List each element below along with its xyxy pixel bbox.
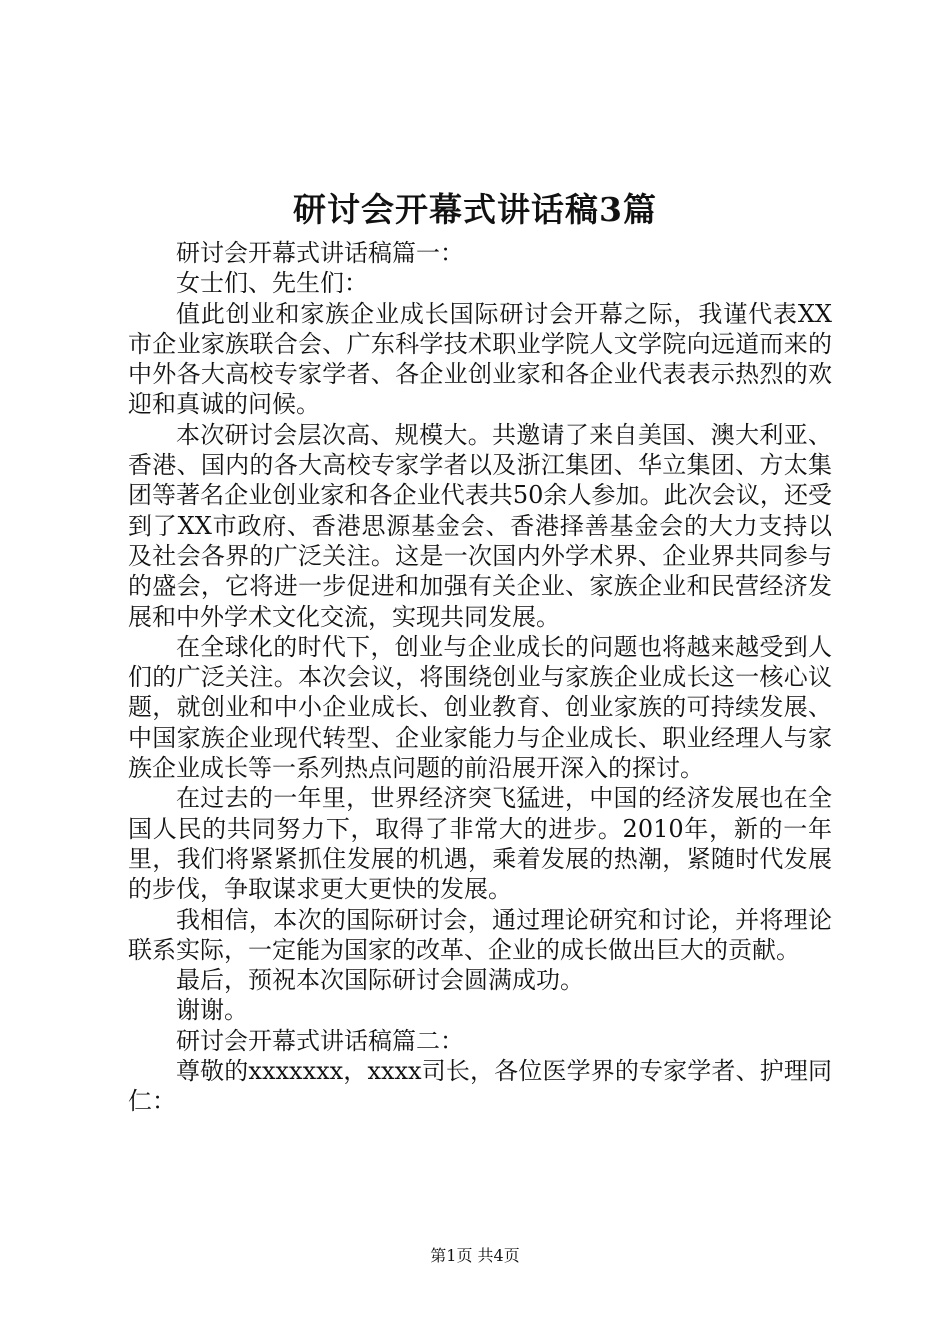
paragraph-6: 在过去的一年里，世界经济突飞猛进，中国的经济发展也在全国人民的共同努力下，取得了非常大的进步。2010年，新的一年里，我们将紧紧抓住发展的机遇，乘着发展的热潮，紧随时代发展的步伐，争取谋求更大更快的发展。 <box>128 784 832 904</box>
paragraph-9: 谢谢。 <box>176 996 248 1025</box>
paragraph-2: 女士们、先生们： <box>176 269 368 298</box>
paragraph-11: 尊敬的xxxxxxx，xxxx司长，各位医学界的专家学者、护理同仁： <box>128 1057 832 1116</box>
paragraph-5: 在全球化的时代下，创业与企业成长的问题也将越来越受到人们的广泛关注。本次会议，将围绕创业与家族企业成长这一核心议题，就创业和中小企业成长、创业教育、创业家族的可持续发展、中国家族企业现代转型、企业家能力与企业成长、职业经理人与家族企业成长等一系列热点问题的前沿展开深入的探讨。 <box>128 632 832 783</box>
paragraph-8: 最后，预祝本次国际研讨会圆满成功。 <box>176 966 584 995</box>
page-footer: 第1页 共4页 <box>430 1246 520 1265</box>
paragraph-3: 值此创业和家族企业成长国际研讨会开幕之际，我谨代表XX市企业家族联合会、广东科学技术职业学院人文学院向远道而来的中外各大高校专家学者、各企业创业家和各企业代表表示热烈的欢迎和真诚的问候。 <box>128 299 832 419</box>
paragraph-7: 我相信，本次的国际研讨会，通过理论研究和讨论，并将理论联系实际，一定能为国家的改革、企业的成长做出巨大的贡献。 <box>128 905 832 964</box>
paragraph-4: 本次研讨会层次高、规模大。共邀请了来自美国、澳大利亚、香港、国内的各大高校专家学者以及浙江集团、华立集团、方太集团等著名企业创业家和各企业代表共50余人参加。此次会议，还受到了XX市政府、香港思源基金会、香港择善基金会的大力支持以及社会各界的广泛关注。这是一次国内外学术界、企业界共同参与的盛会，它将进一步促进和加强有关企业、家族企业和民营经济发展和中外学术文化交流，实现共同发展。 <box>128 420 832 631</box>
document-title: 研讨会开幕式讲话稿3篇 <box>293 190 657 229</box>
paragraph-1: 研讨会开幕式讲话稿篇一： <box>176 239 464 267</box>
paragraph-10: 研讨会开幕式讲话稿篇二： <box>176 1026 464 1055</box>
document-body <box>128 238 832 1117</box>
